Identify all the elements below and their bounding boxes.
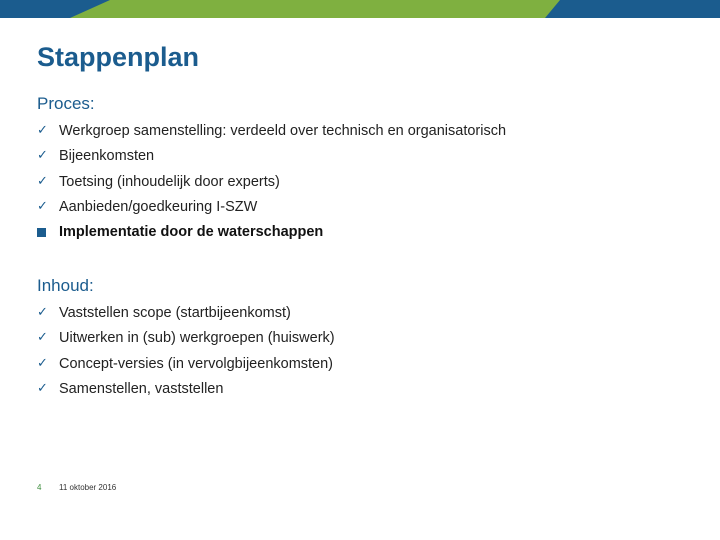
list-item-text: Uitwerken in (sub) werkgroepen (huiswerk)	[59, 330, 335, 347]
list-item	[37, 197, 697, 222]
slide-title: Stappenplan	[37, 42, 200, 72]
list-item	[37, 379, 697, 404]
check-icon: ✓	[37, 173, 48, 189]
proces-heading: Proces:	[37, 94, 95, 113]
list-item-text: Concept-versies (in vervolgbijeenkomsten)	[59, 355, 334, 372]
check-icon: ✓	[37, 198, 48, 214]
footer-date: 11 oktober 2016	[59, 483, 117, 492]
inhoud-list	[37, 303, 697, 404]
check-icon: ✓	[37, 123, 48, 138]
list-item-text: Samenstellen, vaststellen	[59, 380, 224, 397]
check-icon: ✓	[37, 355, 48, 371]
list-item	[37, 328, 697, 353]
list-item-text: Werkgroep samenstelling: verdeeld over technisch en organisatorisch	[59, 123, 507, 139]
list-item-current	[37, 222, 697, 247]
page-number: 4	[37, 483, 42, 492]
square-bullet-icon	[37, 222, 51, 242]
list-item-text: Vaststellen scope (startbijeenkomst)	[59, 305, 291, 321]
list-item-text: Toetsing (inhoudelijk door experts)	[59, 173, 280, 190]
check-icon: ✓	[37, 330, 48, 346]
list-item	[37, 172, 697, 197]
inhoud-heading: Inhoud:	[37, 276, 94, 295]
check-icon: ✓	[37, 305, 48, 320]
list-item-text: Bijeenkomsten	[59, 148, 155, 165]
list-item	[37, 303, 697, 328]
list-item-text: Implementatie door de waterschappen	[59, 224, 324, 241]
list-item-text: Aanbieden/goedkeuring I-SZW	[59, 198, 258, 215]
list-item	[37, 121, 697, 146]
check-icon: ✓	[37, 148, 48, 164]
list-item	[37, 146, 697, 171]
list-item	[37, 354, 697, 379]
proces-list	[37, 121, 697, 247]
check-icon: ✓	[37, 380, 48, 396]
top-decorative-band	[0, 0, 720, 18]
